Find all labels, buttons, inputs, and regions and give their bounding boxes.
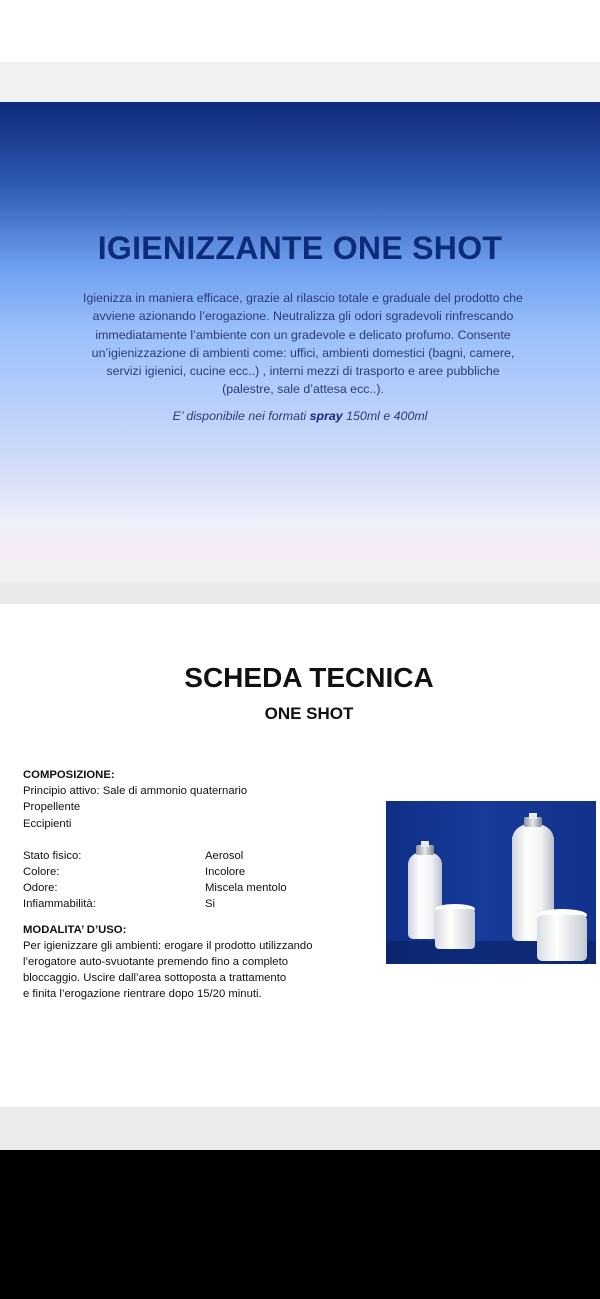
- composition-line: Propellente: [23, 801, 81, 814]
- availability-format: spray: [309, 409, 343, 423]
- property-label: Colore:: [23, 866, 60, 879]
- usage-line: l’erogatore auto-svuotante premendo fino a completo: [23, 956, 289, 969]
- usage-line: bloccaggio. Uscire dall’area sottoposta a trattamento: [23, 972, 287, 985]
- property-label: Odore:: [23, 882, 58, 895]
- sheet-subtitle: ONE SHOT: [264, 704, 354, 723]
- property-row: [23, 848, 383, 864]
- top-blank-area: [0, 0, 600, 62]
- availability-prefix: E’ disponibile nei formati: [172, 409, 310, 423]
- property-row: [23, 880, 383, 896]
- spec-block: [23, 767, 383, 1003]
- property-label: Stato fisico:: [23, 849, 82, 862]
- usage-line: Per igienizzare gli ambienti: erogare il prodotto utilizzando: [23, 939, 313, 952]
- usage-heading: MODALITA’ D’USO:: [23, 923, 127, 936]
- property-value: Miscela mentolo: [205, 882, 287, 895]
- product-photo: [386, 801, 596, 964]
- property-row: [23, 864, 383, 880]
- page-separator: [0, 582, 600, 604]
- technical-sheet: [0, 604, 600, 1107]
- sheet-title: SCHEDA TECNICA: [184, 662, 434, 693]
- product-title: IGIENIZZANTE ONE SHOT: [97, 230, 503, 266]
- product-description: Igienizza in maniera efficace, grazie al rilascio totale e graduale del prodotto che avviene azionando l’erogazione. Neutralizza gli odori sgradevoli rinfrescando immediatamente l’ambiente con un gradevole e delicato profumo. Consente un’igienizzazione di ambienti come: uffici, ambienti domestici (bagni, camere, servizi igienici, cucine ecc..) , interni mezzi di trasporto e aree pubbliche (palestre, sale d’attesa ecc..).: [83, 291, 523, 397]
- bottom-black-area: [0, 1150, 600, 1299]
- page-separator: [0, 1107, 600, 1150]
- composition-heading: COMPOSIZIONE:: [23, 769, 115, 781]
- property-row: [23, 896, 383, 912]
- availability-note: [0, 409, 600, 423]
- composition-line: Eccipienti: [23, 817, 72, 830]
- usage-line: e finita l’erogazione rientrare dopo 15/20 minuti.: [23, 988, 262, 1001]
- property-value: Aerosol: [205, 849, 244, 862]
- property-label: Infiammabilità:: [23, 898, 96, 911]
- product-slide: [0, 102, 600, 560]
- composition-line: Principio attivo: Sale di ammonio quaternario: [23, 785, 248, 798]
- property-value: Incolore: [205, 866, 246, 879]
- availability-sizes: 150ml e 400ml: [342, 409, 428, 423]
- property-value: Si: [205, 898, 216, 911]
